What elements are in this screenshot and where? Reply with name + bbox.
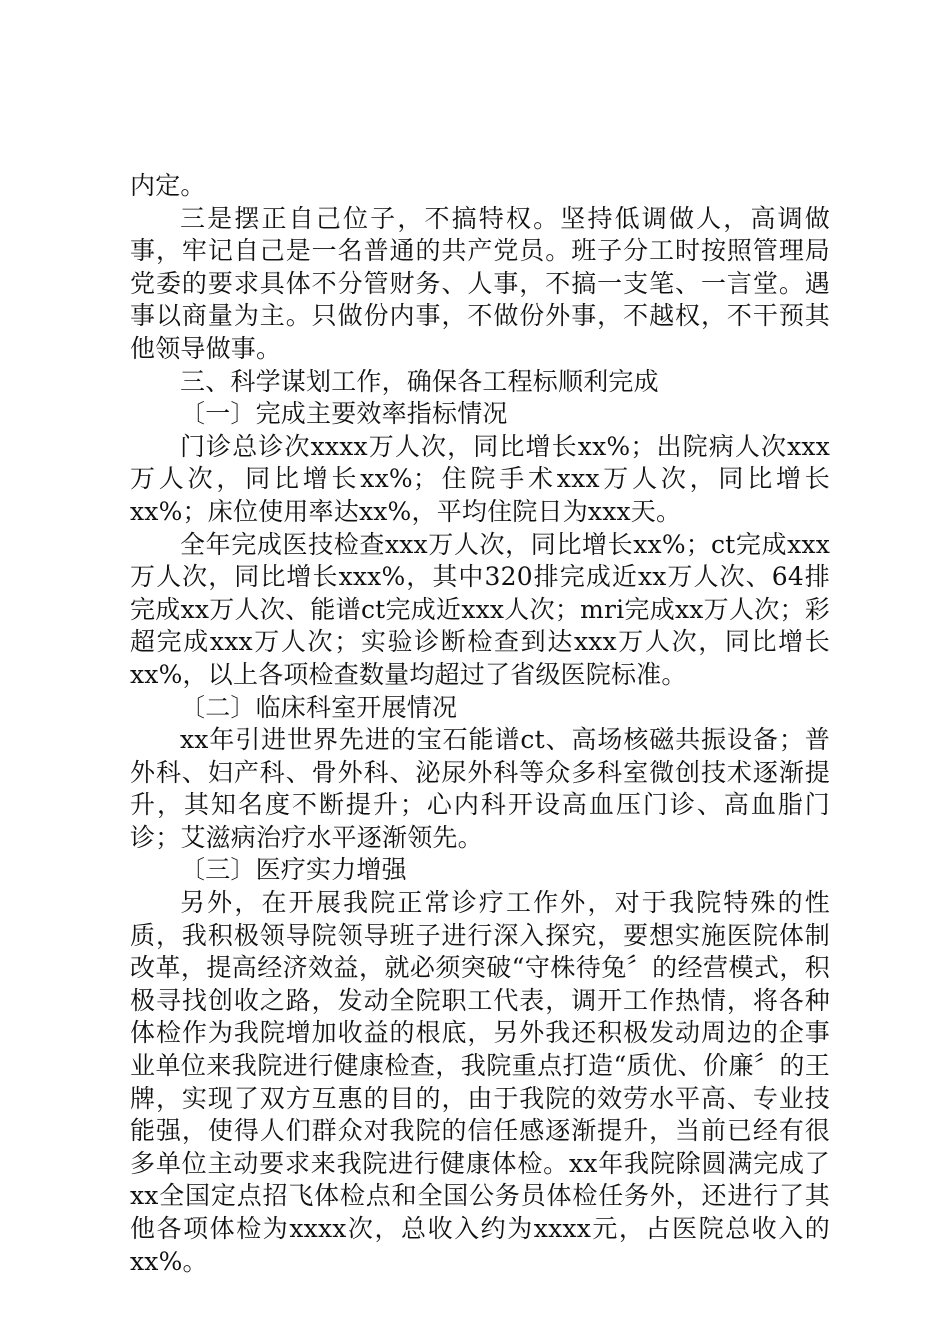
subheading-efficiency: 〔一〕完成主要效率指标情况	[180, 399, 508, 429]
paragraph-health-checks: 另外，在开展我院正常诊疗工作外，对于我院特殊的性质，我积极领导院领导班子进行深入探究，要想实施医院体制改革，提高经济效益，就必须突破“守株待兔〞的经营模式，积极寻找创收之路，发动全院职工代表，调开工作热情，将各种体检作为我院增加收益的根底，另外我还积极发动周边的企事业单位来我院进行健康检查，我院重点打造“质优、价廉〞的王牌，实现了双方互惠的目的，由于我院的效劳水平高、专业技能强，使得人们群众对我院的信任感逐渐提升，当前已经有很多单位主动要求来我院进行健康体检。xx年我院除圆满完成了xx全国定点招飞体检点和全国公务员体检任务外，还进行了其他各项体检为xxxx次，总收入约为xxxx元，占医院总收入的xx%。	[130, 888, 830, 1276]
paragraph-continuation: 内定。	[130, 171, 206, 200]
paragraph-position: 三是摆正自己位子，不搞特权。坚持低调做人，高调做事，牢记自己是一名普通的共产党员。班子分工时按照管理局党委的要求具体不分管财务、人事，不搞一支笔、一言堂。遇事以商量为主。只做份内事，不做份外事，不越权，不干预其他领导做事。	[130, 203, 830, 363]
subheading-clinical: 〔二〕临床科室开展情况	[180, 692, 458, 722]
paragraph-clinical: xx年引进世界先进的宝石能谱ct、高场核磁共振设备；普外科、妇产科、骨外科、泌尿外科等众多科室微创技术逐渐提升，其知名度不断提升；心内科开设高血压门诊、高血脂门诊；艾滋病治疗水平逐渐领先。	[130, 725, 830, 852]
document-body	[130, 170, 830, 1278]
paragraph-outpatient-stats: 门诊总诊次xxxx万人次，同比增长xx%；出院病人次xxx万人次，同比增长xx%；住院手术xxx万人次，同比增长xx%；床位使用率达xx%，平均住院日为xxx天。	[130, 431, 830, 526]
subheading-strength: 〔三〕医疗实力增强	[180, 855, 407, 885]
section-heading-planning: 三、科学谋划工作，确保各工程标顺利完成	[180, 366, 659, 396]
paragraph-exam-stats: 全年完成医技检查xxx万人次，同比增长xx%；ct完成xxx万人次，同比增长xxx%，其中320排完成近xx万人次、64排完成xx万人次、能谱ct完成近xxx人次；mri完成xx万人次；彩超完成xxx万人次；实验诊断检查到达xxx万人次，同比增长xx%，以上各项检查数量均超过了省级医院标准。	[130, 529, 830, 689]
